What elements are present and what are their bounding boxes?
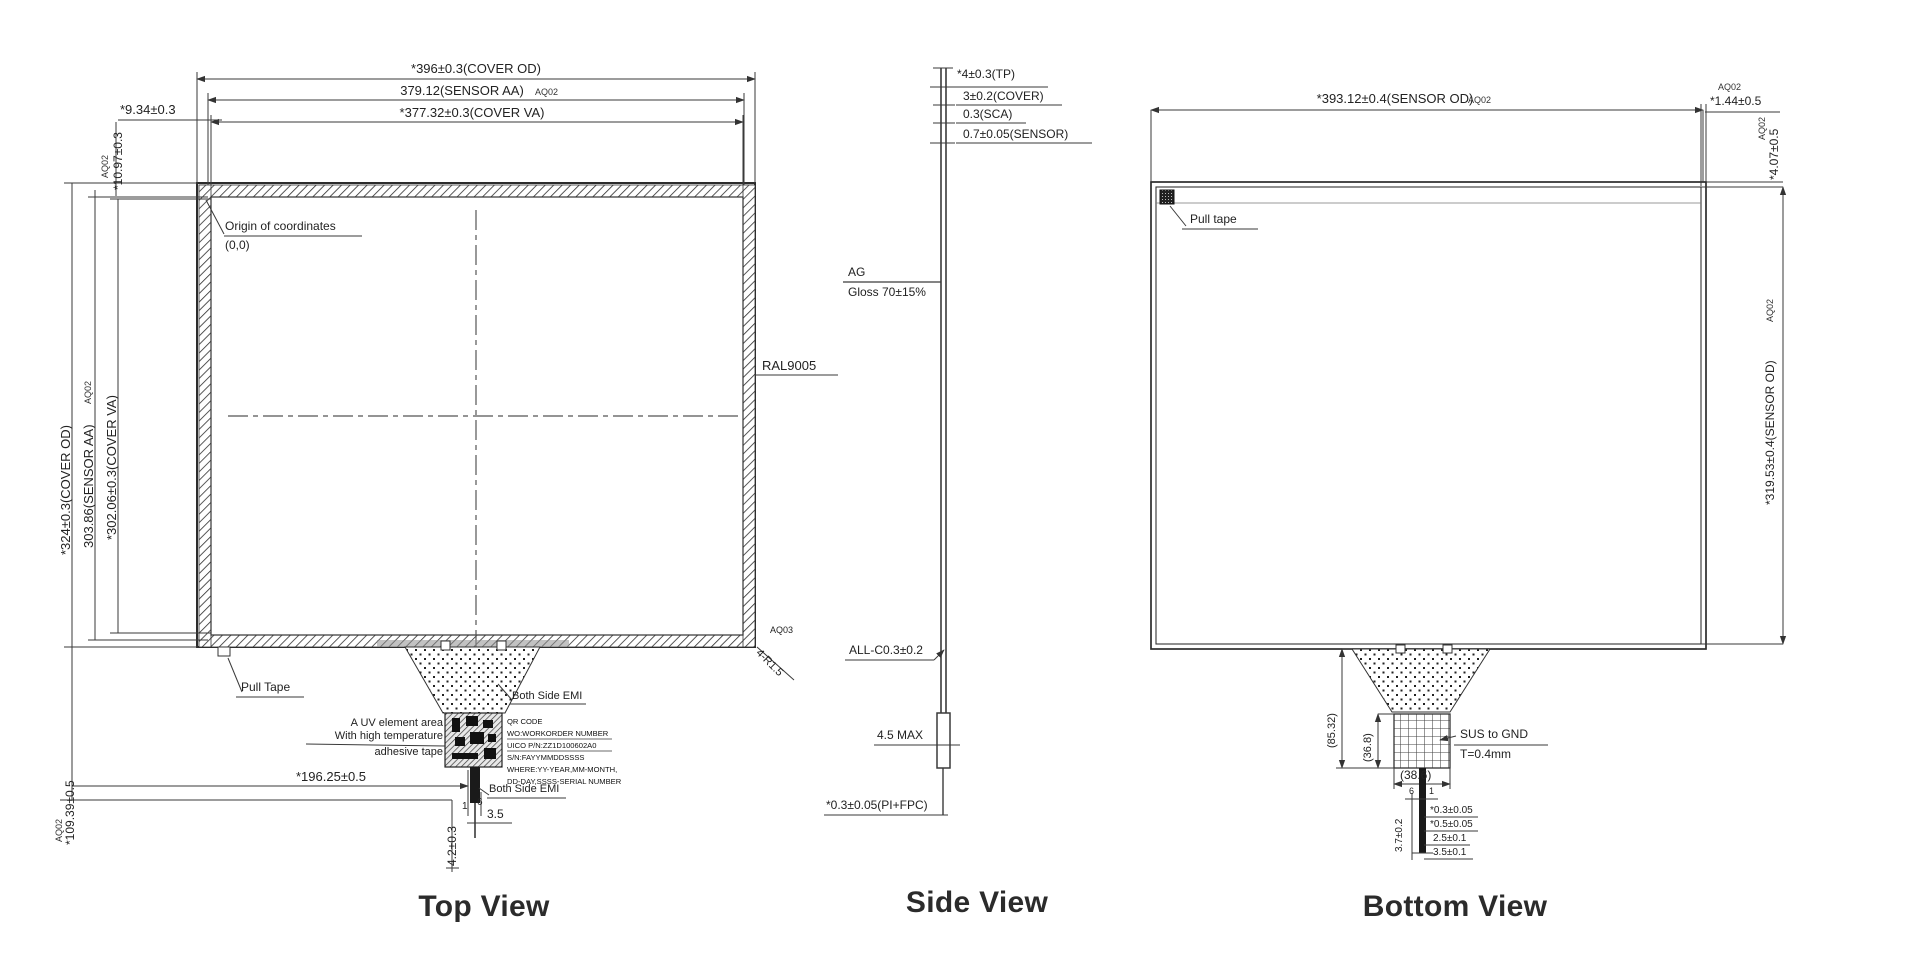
dim-bottom-gap-x: *1.44±0.5 xyxy=(1710,94,1762,108)
dim-stack-3-7: 3.7±0.2 xyxy=(1394,818,1405,852)
qr-note-line4: S/N:FAYYMMDDSSSS xyxy=(507,753,585,762)
note-aq02-sensor-aa-height: AQ02 xyxy=(83,380,93,404)
sus-to-gnd-label: SUS to GND xyxy=(1460,727,1529,741)
ag-label: AG xyxy=(848,265,866,279)
dim-tail-3-5: 3.5 xyxy=(487,807,504,821)
dim-tail-6: 6 xyxy=(477,797,483,808)
note-aq02-tail-length: AQ02 xyxy=(54,818,64,842)
dim-fpc-85-32: (85.32) xyxy=(1326,713,1338,748)
dim-tail-1-bottom: 1 xyxy=(1429,786,1435,796)
dim-top-offset-y: *10.97±0.3 xyxy=(111,132,125,190)
dim-top-cover-va-height: *302.06±0.3(COVER VA) xyxy=(104,395,119,540)
dim-bottom-gap-y: *4.07±0.5 xyxy=(1767,128,1781,180)
note-aq02-offset-y: AQ02 xyxy=(100,154,110,178)
dim-tail-4-2: 4.2±0.3 xyxy=(445,826,459,866)
dim-stack-2-5: 2.5±0.1 xyxy=(1433,833,1467,844)
dim-stack-3-5: 3.5±0.1 xyxy=(1433,847,1467,858)
dim-sus-36-8: (36.8) xyxy=(1362,733,1374,762)
dim-stack-0-3: *0.3±0.05 xyxy=(1430,805,1473,816)
dim-side-sca-thickness: 0.3(SCA) xyxy=(963,107,1013,121)
uv-element-area-line3: adhesive tape xyxy=(374,746,443,758)
note-aq03-corner: AQ03 xyxy=(770,625,794,635)
dim-bottom-sensor-od-height: *319.53±0.4(SENSOR OD) xyxy=(1763,360,1777,505)
dim-side-tp-thickness: *4±0.3(TP) xyxy=(957,67,1015,81)
qr-note-line2: WO:WORKORDER NUMBER xyxy=(507,729,609,738)
qr-note-line6: DD-DAY,SSSS-SERIAL NUMBER xyxy=(507,777,622,786)
chamfer-label: ALL-C0.3±0.2 xyxy=(849,643,923,657)
pull-tape-label-top-view: Pull Tape xyxy=(241,680,291,694)
gloss-label: Gloss 70±15% xyxy=(848,285,926,299)
dim-top-cover-od-height: *324±0.3(COVER OD) xyxy=(58,425,73,555)
side-view-title: Side View xyxy=(905,886,1049,919)
dim-top-sensor-aa-height: 303.86(SENSOR AA) xyxy=(81,424,96,548)
note-aq02-sensor-od-height: AQ02 xyxy=(1765,298,1775,322)
dim-sus-38-6: (38.6) xyxy=(1400,768,1432,782)
dim-tail-1: 1 xyxy=(462,801,468,812)
dim-top-sensor-aa-width: 379.12(SENSOR AA) xyxy=(400,83,524,98)
sus-thickness-label: T=0.4mm xyxy=(1460,747,1512,761)
dim-side-height-max: 4.5 MAX xyxy=(877,728,924,742)
dim-side-sensor-thickness: 0.7±0.05(SENSOR) xyxy=(963,127,1069,141)
qr-note-line3: UICO P/N:ZZ1D100602A0 xyxy=(507,741,597,750)
dim-stack-0-5: *0.5±0.05 xyxy=(1430,819,1473,830)
both-side-emi-label-1: Both Side EMI xyxy=(512,690,583,702)
dim-top-offset-x: *9.34±0.3 xyxy=(120,102,176,117)
note-aq02-sensor-aa-width: AQ02 xyxy=(535,87,559,97)
dim-side-fpc-thickness: *0.3±0.05(PI+FPC) xyxy=(826,798,928,812)
uv-element-area-line1: A UV element area xyxy=(350,717,443,729)
bottom-view-title: Bottom View xyxy=(1362,890,1548,923)
dim-top-cover-va-width: *377.32±0.3(COVER VA) xyxy=(399,105,545,120)
origin-of-coordinates-label: Origin of coordinates xyxy=(225,219,336,233)
qr-note-line5: WHERE:YY-YEAR,MM-MONTH, xyxy=(507,765,618,774)
uv-element-area-line2: With high temperature xyxy=(334,730,443,742)
dim-corner-radius: 4-R1.5 xyxy=(753,647,786,679)
note-aq02-gap-x: AQ02 xyxy=(1718,82,1742,92)
note-aq02-gap-y: AQ02 xyxy=(1757,116,1767,140)
dim-bottom-sensor-od-width: *393.12±0.4(SENSOR OD) xyxy=(1316,91,1474,106)
ral9005-label: RAL9005 xyxy=(762,358,817,373)
qr-note-line1: QR CODE xyxy=(507,717,543,726)
dim-tail-6-bottom: 6 xyxy=(1409,786,1415,796)
dim-top-cover-od-width: *396±0.3(COVER OD) xyxy=(411,61,541,76)
dim-tail-position-x: *196.25±0.5 xyxy=(296,769,367,784)
dim-tail-length: *109.39±0.5 xyxy=(63,780,77,845)
dim-side-cover-thickness: 3±0.2(COVER) xyxy=(963,89,1044,103)
pull-tape-label-bottom-view: Pull tape xyxy=(1190,212,1237,226)
note-aq02-sensor-od-width: AQ02 xyxy=(1468,95,1492,105)
top-view-title: Top View xyxy=(418,890,550,923)
both-side-emi-label-2: Both Side EMI xyxy=(489,783,560,795)
origin-zero-label: (0,0) xyxy=(225,238,250,252)
